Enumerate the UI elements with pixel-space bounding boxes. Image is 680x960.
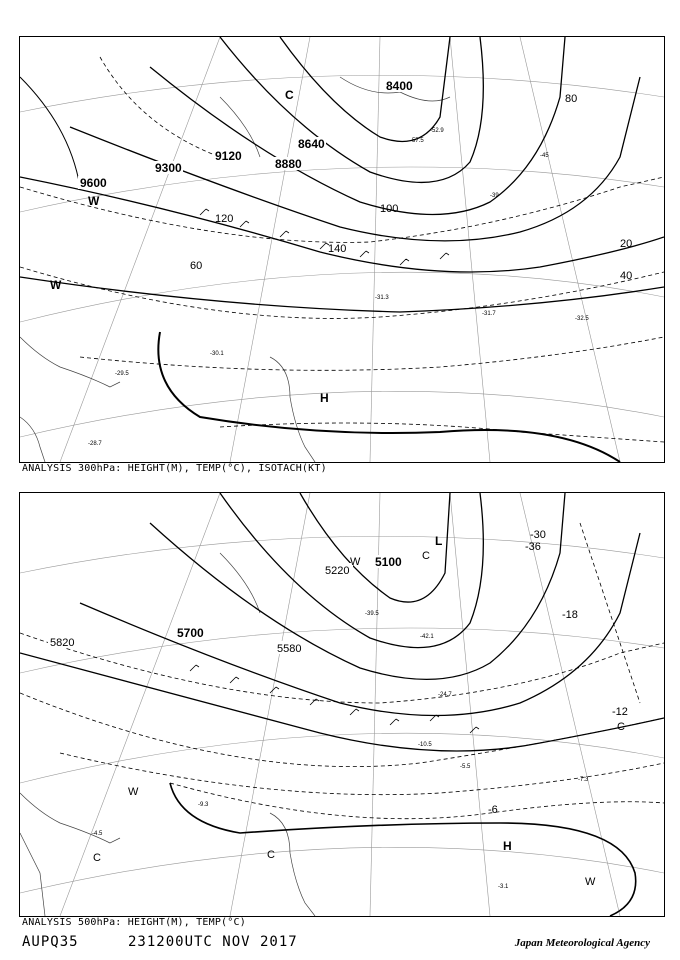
isotach-label: 140 bbox=[328, 243, 347, 255]
temp-label: -42.1 bbox=[420, 634, 434, 640]
pressure-center: C bbox=[285, 88, 294, 102]
height-label: 5220 bbox=[325, 565, 350, 577]
height-label: 9600 bbox=[80, 176, 107, 190]
isotach-label: 120 bbox=[215, 213, 234, 225]
isotherm-label: -36 bbox=[525, 541, 541, 553]
chart-code: AUPQ35 bbox=[22, 934, 79, 950]
temp-label: -32.5 bbox=[575, 316, 589, 322]
temp-label: -3.1 bbox=[498, 884, 509, 890]
height-label: 5700 bbox=[177, 626, 204, 640]
map-500hpa-canvas bbox=[20, 493, 664, 916]
height-label: 5820 bbox=[50, 637, 75, 649]
temp-label: -45 bbox=[540, 153, 549, 159]
temp-label: -57.5 bbox=[410, 138, 424, 144]
height-label: 5100 bbox=[375, 555, 402, 569]
pressure-center: H bbox=[320, 391, 329, 405]
temp-label: -28.7 bbox=[88, 441, 102, 447]
height-label: 9300 bbox=[155, 161, 182, 175]
pressure-center: W bbox=[50, 278, 62, 292]
pressure-center: C bbox=[267, 849, 275, 861]
temp-label: -4.5 bbox=[92, 831, 103, 837]
pressure-center: W bbox=[88, 194, 100, 208]
wind-barbs bbox=[190, 665, 479, 733]
pressure-center: C bbox=[93, 852, 101, 864]
height-label: 9120 bbox=[215, 149, 242, 163]
map-500hpa bbox=[19, 492, 665, 917]
pressure-center: W bbox=[128, 786, 139, 798]
coastline bbox=[20, 553, 315, 916]
temp-label: -31.7 bbox=[482, 311, 496, 317]
temp-label: -52.9 bbox=[430, 128, 444, 134]
isotach-labels bbox=[190, 93, 632, 282]
coastline bbox=[20, 77, 450, 462]
caption-500hpa: ANALYSIS 500hPa: HEIGHT(M), TEMP(°C) bbox=[22, 917, 246, 928]
temp-label: -9.3 bbox=[198, 802, 209, 808]
temp-label: -30.1 bbox=[210, 351, 224, 357]
pressure-center: W bbox=[585, 876, 596, 888]
isotherm-labels bbox=[488, 529, 628, 816]
isotach-label: 100 bbox=[380, 203, 399, 215]
isotherm-label: -18 bbox=[562, 609, 578, 621]
height-labels bbox=[48, 555, 403, 655]
temp-label: -39 bbox=[490, 193, 499, 199]
isotach-label: 80 bbox=[565, 93, 578, 105]
isotherm-label: -12 bbox=[612, 706, 628, 718]
temp-label: -10.5 bbox=[418, 742, 432, 748]
isotherm-label: -6 bbox=[488, 804, 498, 816]
high-contour bbox=[170, 783, 636, 916]
pressure-center: C bbox=[617, 721, 625, 733]
isotach-label: 40 bbox=[620, 270, 633, 282]
pressure-center: C bbox=[422, 550, 430, 562]
wind-barbs bbox=[200, 209, 449, 265]
isotach-label: 60 bbox=[190, 260, 203, 272]
valid-time: 231200UTC NOV 2017 bbox=[128, 934, 298, 950]
temp-label: -24.7 bbox=[438, 692, 452, 698]
temp-label: -29.5 bbox=[115, 371, 129, 377]
high-contour bbox=[158, 332, 620, 462]
pressure-center: H bbox=[503, 839, 512, 853]
agency-name: Japan Meteorological Agency bbox=[514, 937, 650, 949]
pressure-center: L bbox=[435, 534, 443, 548]
isotherm-label: -30 bbox=[530, 529, 546, 541]
height-contours bbox=[20, 493, 664, 751]
isotach-label: 20 bbox=[620, 238, 633, 250]
isotach-contour bbox=[20, 77, 80, 187]
temp-label: -31.3 bbox=[375, 295, 389, 301]
map-300hpa bbox=[19, 36, 665, 463]
temperature-labels bbox=[88, 128, 589, 447]
height-label: 8640 bbox=[298, 137, 325, 151]
lat-lon-grid bbox=[20, 493, 664, 916]
pressure-center: W bbox=[350, 556, 361, 568]
height-label: 8400 bbox=[386, 79, 413, 93]
height-label: 8880 bbox=[275, 157, 302, 171]
temp-label: -5.5 bbox=[460, 764, 471, 770]
temp-label: -39.5 bbox=[365, 611, 379, 617]
caption-300hpa: ANALYSIS 300hPa: HEIGHT(M), TEMP(°C), ISOTACH(KT) bbox=[22, 463, 327, 474]
temp-label: -7.3 bbox=[578, 777, 589, 783]
map-300hpa-canvas bbox=[20, 37, 664, 462]
height-label: 5580 bbox=[277, 643, 302, 655]
height-labels bbox=[78, 79, 414, 190]
